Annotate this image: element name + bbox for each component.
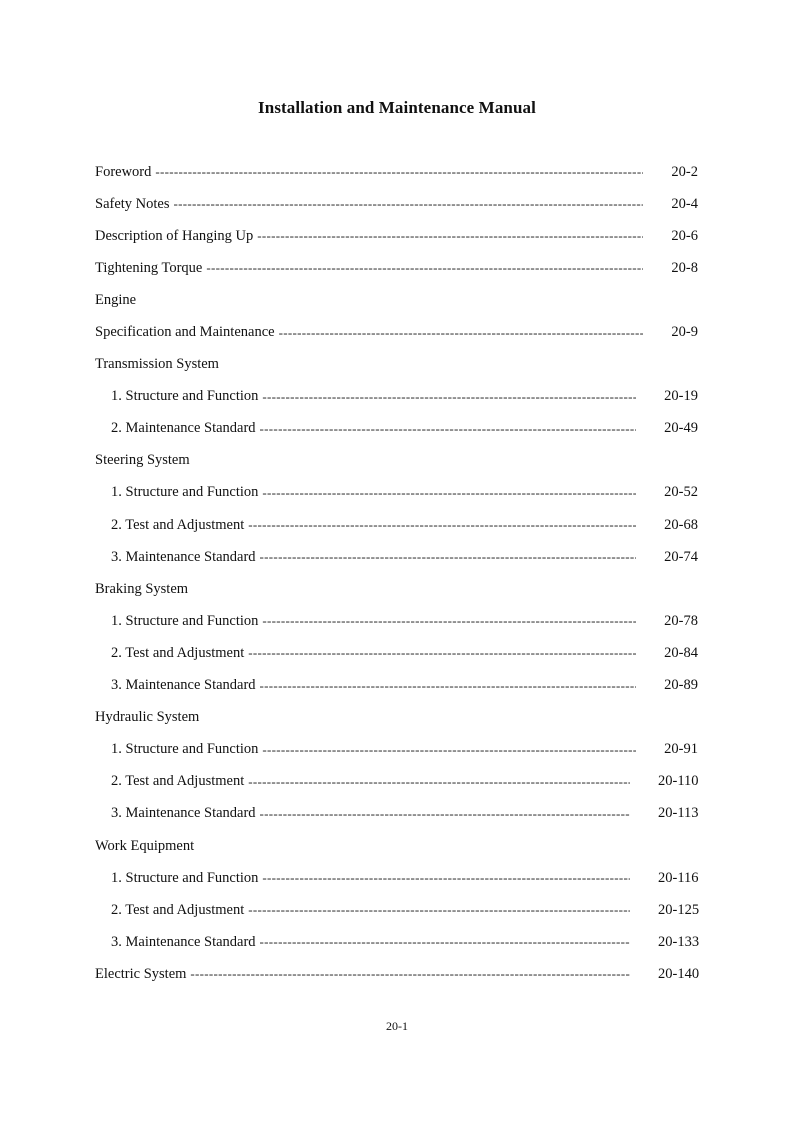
toc-entry-label: Transmission System xyxy=(95,356,219,373)
toc-entry-label: 1. Structure and Function xyxy=(111,484,259,501)
toc-entry-label: 1. Structure and Function xyxy=(111,612,259,629)
toc-entry-page: 20-68 xyxy=(664,516,698,533)
toc-entry-page: 20-2 xyxy=(671,163,698,180)
toc-entry xyxy=(95,637,698,669)
toc-entry-page: 20-74 xyxy=(664,548,698,565)
toc-entry-label: 2. Test and Adjustment xyxy=(111,516,245,533)
toc-leader-dashes xyxy=(262,485,636,501)
toc-entry-page: 20-49 xyxy=(664,420,698,437)
toc-entry xyxy=(95,509,698,541)
toc-leader-dashes xyxy=(260,678,637,694)
toc-section-heading xyxy=(95,573,698,605)
toc-entry-label: Work Equipment xyxy=(95,837,195,854)
toc-leader-dashes xyxy=(260,806,630,822)
toc-leader-dashes xyxy=(248,902,630,918)
toc-entry-page: 20-110 xyxy=(658,773,699,790)
toc-entry-label: 1. Structure and Function xyxy=(111,869,259,886)
toc-entry-page: 20-133 xyxy=(658,933,700,950)
toc-entry-page: 20-140 xyxy=(658,965,700,982)
toc-leader-dashes xyxy=(279,325,644,341)
toc-entry xyxy=(95,156,698,188)
toc-leader-dashes xyxy=(262,870,630,886)
toc-entry-label: Braking System xyxy=(95,580,189,597)
toc-entry xyxy=(95,734,698,766)
toc-leader-dashes xyxy=(262,389,636,405)
toc-entry-label: Safety Notes xyxy=(95,195,170,212)
toc-entry-label: 2. Test and Adjustment xyxy=(111,773,245,790)
toc-entry-label: 2. Maintenance Standard xyxy=(111,420,256,437)
toc-entry-page: 20-9 xyxy=(671,324,698,341)
toc-leader-dashes xyxy=(257,228,643,244)
toc-entry-label: Specification and Maintenance xyxy=(95,324,275,341)
toc-leader-dashes xyxy=(248,517,636,533)
toc-entry-label: Tightening Torque xyxy=(95,259,203,276)
toc-entry-label: Description of Hanging Up xyxy=(95,227,254,244)
toc-entry-label: Electric System xyxy=(95,965,187,982)
toc-entry xyxy=(95,894,698,926)
toc-entry xyxy=(95,220,698,252)
toc-entry-label: Foreword xyxy=(95,163,152,180)
toc-leader-dashes xyxy=(260,549,637,565)
toc-leader-dashes xyxy=(248,774,630,790)
page-number: 20-1 xyxy=(386,1019,408,1033)
toc-entry xyxy=(95,605,698,637)
toc-entry xyxy=(95,541,698,573)
toc-leader-dashes xyxy=(260,934,630,950)
toc-entry xyxy=(95,477,698,509)
toc-entry xyxy=(95,926,698,958)
toc-section-heading xyxy=(95,349,698,381)
toc-entry-page: 20-8 xyxy=(671,259,698,276)
toc-leader-dashes xyxy=(155,164,643,180)
toc-leader-dashes xyxy=(174,196,644,212)
toc-entry-label: Steering System xyxy=(95,452,190,469)
toc-entry-label: 1. Structure and Function xyxy=(111,741,259,758)
document-title: Installation and Maintenance Manual xyxy=(258,98,536,117)
toc-entry-page: 20-52 xyxy=(664,484,698,501)
toc-entry xyxy=(95,413,698,445)
toc-entry-page: 20-6 xyxy=(671,227,698,244)
toc-entry xyxy=(95,316,698,348)
toc-entry-page: 20-19 xyxy=(664,388,698,405)
toc-entry-label: 2. Test and Adjustment xyxy=(111,901,245,918)
toc-entry-label: Hydraulic System xyxy=(95,709,200,726)
toc-entry-label: Engine xyxy=(95,291,137,308)
toc-leader-dashes xyxy=(190,966,630,982)
toc-entry-label: 1. Structure and Function xyxy=(111,388,259,405)
toc-entry xyxy=(95,381,698,413)
toc-entry-page: 20-89 xyxy=(664,677,698,694)
toc-leader-dashes xyxy=(248,645,636,661)
toc-entry-page: 20-113 xyxy=(658,805,699,822)
toc-leader-dashes xyxy=(260,421,637,437)
toc-entry-label: 3. Maintenance Standard xyxy=(111,548,256,565)
toc-entry-page: 20-4 xyxy=(671,195,698,212)
toc-entry xyxy=(95,798,698,830)
toc-entry-page: 20-116 xyxy=(658,869,699,886)
toc-entry-page: 20-84 xyxy=(664,644,698,661)
toc-entry xyxy=(95,188,698,220)
toc-entry xyxy=(95,670,698,702)
toc-section-heading xyxy=(95,284,698,316)
toc-section-heading xyxy=(95,830,698,862)
toc-entry-label: 3. Maintenance Standard xyxy=(111,933,256,950)
toc-entry xyxy=(95,766,698,798)
toc-entry-label: 2. Test and Adjustment xyxy=(111,644,245,661)
toc-entry-label: 3. Maintenance Standard xyxy=(111,805,256,822)
toc-entry-label: 3. Maintenance Standard xyxy=(111,677,256,694)
toc-entry-page: 20-91 xyxy=(664,741,698,758)
toc-section-heading xyxy=(95,445,698,477)
toc-entry xyxy=(95,252,698,284)
toc-leader-dashes xyxy=(262,613,636,629)
toc-entry-page: 20-125 xyxy=(658,901,700,918)
toc-entry xyxy=(95,958,698,990)
toc-section-heading xyxy=(95,702,698,734)
toc-entry xyxy=(95,862,698,894)
table-of-contents xyxy=(95,156,698,990)
toc-leader-dashes xyxy=(206,260,643,276)
toc-leader-dashes xyxy=(262,742,636,758)
toc-entry-page: 20-78 xyxy=(664,612,698,629)
